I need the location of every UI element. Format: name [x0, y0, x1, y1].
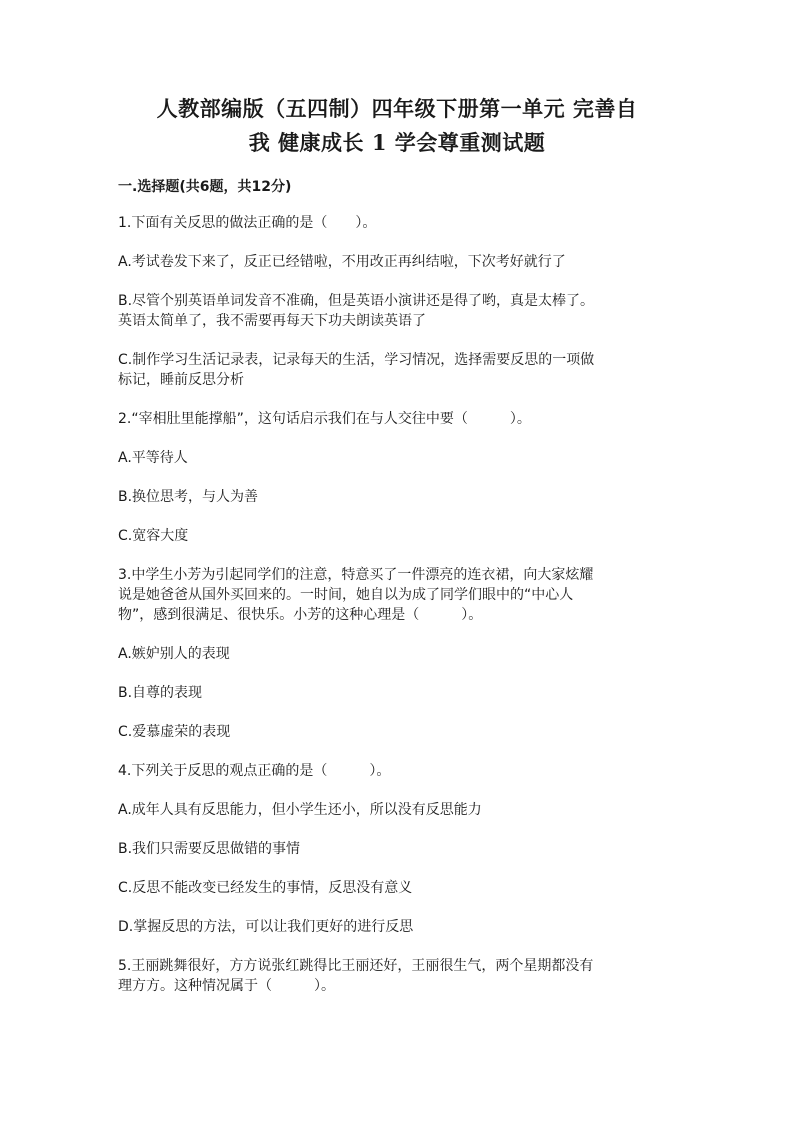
question-stem [118, 565, 678, 625]
question-3 [118, 565, 678, 742]
document-title [120, 92, 674, 160]
question-2 [118, 409, 678, 546]
answer-option [118, 800, 678, 820]
answer-option-line: 英语太简单了，我不需要再每天下功夫朗读英语了 [118, 313, 426, 329]
question-stem-line: 1.下面有关反思的做法正确的是（ ）。 [118, 215, 377, 231]
question-stem [118, 956, 678, 996]
answer-option [118, 291, 678, 331]
answer-option [118, 487, 678, 507]
answer-option-line: C.爱慕虚荣的表现 [118, 724, 231, 740]
question-stem [118, 761, 678, 781]
answer-option [118, 252, 678, 272]
answer-option [118, 448, 678, 468]
question-5 [118, 956, 678, 996]
title-line-1: 人教部编版（五四制）四年级下册第一单元 完善自 [156, 96, 638, 121]
section-heading: 一.选择题(共6题，共12分) [118, 179, 292, 195]
answer-option-line: A.考试卷发下来了，反正已经错啦，不用改正再纠结啦，下次考好就行了 [118, 254, 566, 270]
answer-option [118, 350, 678, 390]
question-stem-line: 5.王丽跳舞很好，方方说张红跳得比王丽还好，王丽很生气，两个星期都没有 [118, 958, 594, 974]
answer-option-line: B.尽管个别英语单词发音不准确，但是英语小演讲还是得了哟，真是太棒了。 [118, 293, 595, 309]
answer-option-line: C.宽容大度 [118, 528, 189, 544]
answer-option [118, 722, 678, 742]
question-stem [118, 409, 678, 429]
answer-option [118, 839, 678, 859]
answer-option [118, 878, 678, 898]
answer-option-line: C.制作学习生活记录表，记录每天的生活，学习情况，选择需要反思的一项做 [118, 352, 595, 368]
question-stem-line: 说是她爸爸从国外买回来的。一时间，她自以为成了同学们眼中的“中心人 [118, 587, 574, 603]
answer-option [118, 644, 678, 664]
question-1 [118, 213, 678, 390]
answer-option [118, 526, 678, 546]
question-4 [118, 761, 678, 937]
question-list [118, 213, 678, 1015]
answer-option-line: 标记，睡前反思分析 [118, 372, 244, 388]
answer-option-line: A.嫉妒别人的表现 [118, 646, 230, 662]
title-line-2: 我 健康成长 1 学会尊重测试题 [248, 130, 546, 155]
answer-option [118, 917, 678, 937]
question-stem-line: 3.中学生小芳为引起同学们的注意，特意买了一件漂亮的连衣裙，向大家炫耀 [118, 567, 594, 583]
answer-option [118, 683, 678, 703]
question-stem [118, 213, 678, 233]
answer-option-line: B.我们只需要反思做错的事情 [118, 841, 301, 857]
question-stem-line: 4.下列关于反思的观点正确的是（ ）。 [118, 763, 391, 779]
answer-option-line: C.反思不能改变已经发生的事情，反思没有意义 [118, 880, 413, 896]
answer-option-line: B.换位思考，与人为善 [118, 489, 259, 505]
answer-option-line: D.掌握反思的方法，可以让我们更好的进行反思 [118, 919, 414, 935]
question-stem-line: 理方方。这种情况属于（ ）。 [118, 978, 335, 994]
question-stem-line: 物”，感到很满足、很快乐。小芳的这种心理是（ ）。 [118, 607, 483, 623]
answer-option-line: A.成年人具有反思能力，但小学生还小，所以没有反思能力 [118, 802, 482, 818]
answer-option-line: B.自尊的表现 [118, 685, 203, 701]
answer-option-line: A.平等待人 [118, 450, 188, 466]
question-stem-line: 2.“宰相肚里能撑船”，这句话启示我们在与人交往中要（ ）。 [118, 411, 531, 427]
